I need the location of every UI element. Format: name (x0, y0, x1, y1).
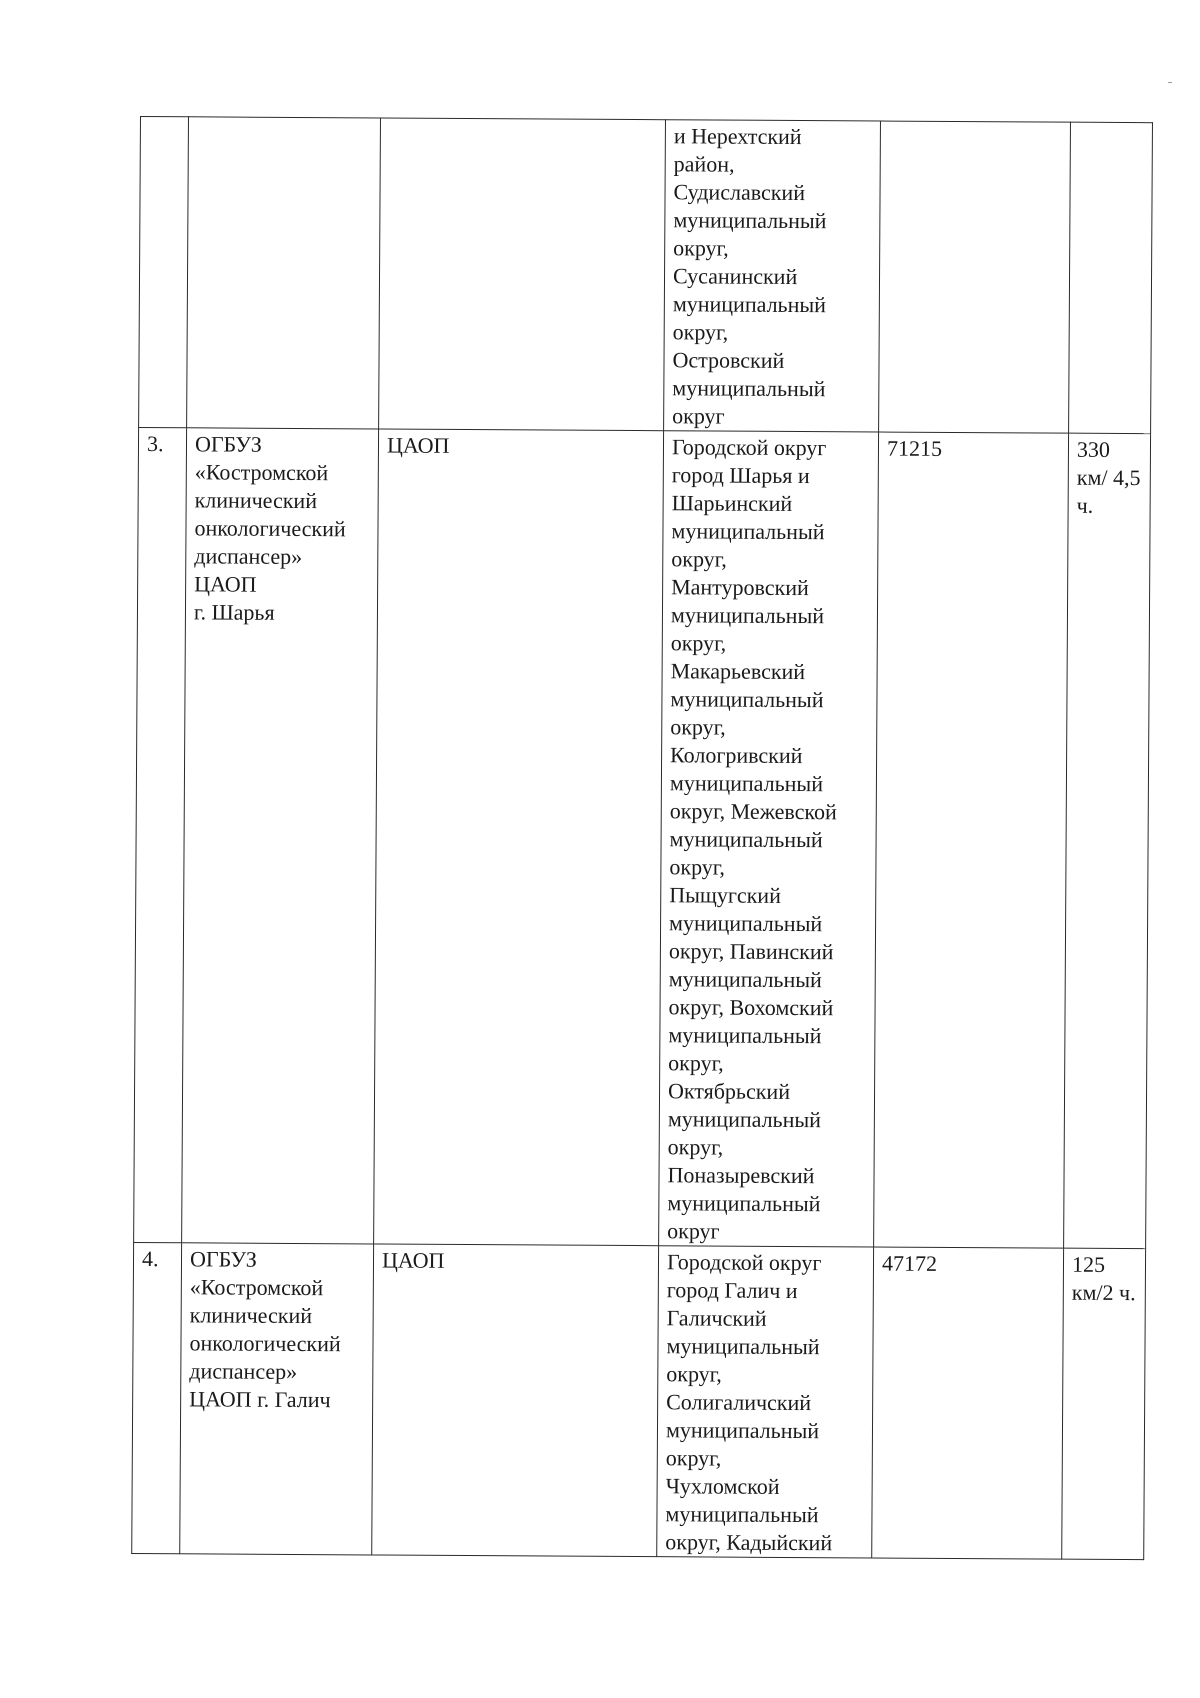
population-cell (879, 121, 1071, 433)
distance-cell (1069, 122, 1153, 433)
table-row (132, 1242, 1146, 1559)
row-number-cell (139, 117, 189, 428)
type-cell (379, 118, 666, 431)
organization-cell (182, 428, 379, 1244)
type-cell (372, 1244, 659, 1557)
population-cell (874, 432, 1069, 1248)
population-cell (872, 1247, 1064, 1559)
distance-value: 330 км/ 4,5 ч. (1076, 436, 1141, 518)
organization-cell (187, 117, 381, 429)
distance-cell (1062, 1248, 1146, 1559)
area-cell (664, 120, 881, 432)
population-value: 71215 (886, 435, 943, 461)
row-number-cell (132, 1242, 182, 1553)
population-value: 47172 (881, 1250, 938, 1276)
area-cell (659, 431, 879, 1247)
service-area: Городской округ город Галич и Галичский муниципальный округ, Солигаличский муниципальный округ, Чухломской муниципальный округ, Кадыйский (665, 1249, 833, 1556)
type-cell (374, 429, 664, 1246)
service-area: и Нерехтский район, Судиславский муниципальный округ, Сусанинский муниципальный округ, Островский муниципальный округ (672, 123, 827, 429)
row-number: 4. (141, 1246, 159, 1272)
service-area: Городской округ город Шарья и Шарьинский муниципальный округ, Мантуровский муниципальный округ, Макарьевский муниципальный округ, Кологривский муниципальный округ, Межевской муниципальный округ, Пыщугский муниципальный округ, Павинский муниципальный округ, Вохомский муниципальный округ, Октябрьский муниципальный округ, Поназыревский муниципальный округ (667, 434, 837, 1244)
unit-type: ЦАОП (386, 432, 450, 458)
row-number: 3. (146, 431, 164, 457)
unit-type: ЦАОП (381, 1247, 445, 1273)
organization-cell (180, 1243, 374, 1555)
organizations-table (131, 116, 1153, 1560)
table-row (134, 427, 1151, 1248)
scan-speck (1168, 82, 1172, 83)
area-cell (657, 1246, 874, 1558)
distance-value: 125 км/2 ч. (1071, 1251, 1136, 1306)
table-row (139, 117, 1153, 434)
row-number-cell (134, 427, 187, 1242)
organization-name: ОГБУЗ «Костромской клинический онкологический диспансер» ЦАОП г. Галич (189, 1246, 341, 1413)
organization-name: ОГБУЗ «Костромской клинический онкологический диспансер» ЦАОП г. Шарья (193, 431, 346, 625)
distance-cell (1064, 433, 1151, 1248)
